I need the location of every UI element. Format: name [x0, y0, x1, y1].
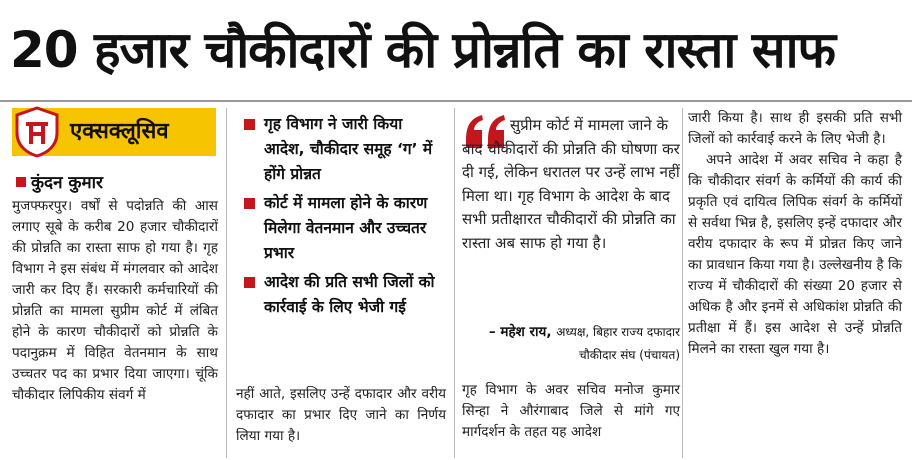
bullet-text: गृह विभाग ने जारी किया आदेश, चौकीदार समूह ‘ग’ में होंगे प्रोन्नत [264, 115, 433, 183]
column-divider [454, 108, 455, 458]
quote-attribution [462, 322, 680, 342]
bullet-item [236, 270, 448, 320]
red-square-icon [244, 198, 255, 209]
article-column-4 [688, 108, 902, 458]
author-name: कुंदन कुमार [31, 173, 104, 193]
bullet-text: कोर्ट में मामला होने के कारण मिलेगा वेतनमान और उच्चतर प्रभार [264, 194, 428, 262]
red-square-icon [16, 177, 26, 187]
red-square-icon [244, 277, 255, 288]
paragraph: जारी किया है। साथ ही इसकी प्रति सभी जिलों को कार्रवाई करने के लिए भेजी है। [688, 110, 902, 147]
column-divider [226, 108, 227, 458]
pull-quote: सुप्रीम कोर्ट में मामला जाने के बाद चौकीदारों की प्रोन्नति की घोषणा कर दी गई, लेकिन धरातल पर उन्हें लाभ नहीं मिला था। गृह विभाग के आदेश के बाद सभी प्रतीक्षारत चौकीदारों की प्रोन्नति का रास्ता अब साफ हो गया है। [462, 116, 680, 252]
bullet-item [236, 191, 448, 266]
bullet-text: आदेश की प्रति सभी जिलों को कार्रवाई के लिए भेजी गई [264, 273, 435, 316]
column-divider [682, 108, 683, 458]
exclusive-label: एक्सक्लूसिव [70, 119, 169, 144]
quote-org: चौकीदार संघ (पंचायत) [579, 348, 680, 362]
headline: 20 हजार चौकीदारों की प्रोन्नति का रास्ता साफ [10, 21, 836, 79]
article-column-2: नहीं आते, इसलिए उन्हें दफादार और वरीय दफादार का प्रभार दिए जाने का निर्णय लिया गया है। [236, 386, 446, 444]
article-column-1: मुजफ्फरपुर। वर्षों से पदोन्नति की आस लगाए सूबे के करीब 20 हजार चौकीदारों की प्रोन्नति का रास्ता साफ हो गया है। गृह विभाग ने इस संबंध में मंगलवार को आदेश जारी कर दिए हैं। सरकारी कर्मचारियों की प्रोन्नति का मामला सुप्रीम कोर्ट में लंबित होने के कारण चौकीदारों को प्रोन्नति के पदानुक्रम में विहित वेतनमान के साथ उच्चतर पद का प्रभार दिया जाएगा। चूंकि चौकीदार लिपिकीय संवर्ग में [12, 198, 218, 403]
bullet-item [236, 112, 448, 187]
quote-name: – महेश राय, [488, 324, 552, 340]
red-square-icon [244, 119, 255, 130]
article-column-3: गृह विभाग के अवर सचिव मनोज कुमार सिन्हा ने औरंगाबाद जिले से मांगे गए मार्गदर्शन के तहत यह आदेश [462, 382, 680, 440]
byline [16, 170, 103, 193]
quote-role: अध्यक्ष, बिहार राज्य दफादार [556, 325, 680, 339]
headline-rule [0, 100, 912, 102]
paragraph: अपने आदेश में अवर सचिव ने कहा है कि चौकीदार संवर्ग के कर्मियों की कार्य की प्रकृति एवं दायित्व लिपिक संवर्ग के कर्मियों से सर्वथा भिन्न है, इसलिए इन्हें दफादार और वरीय दफादार के रूप में प्रोन्नत किए जाने का प्रावधान किया गया है। उल्लेखनीय है कि राज्य में चौकीदारों की संख्या 20 हजार से अधिक है और इनमें से अधिकांश प्रोन्नति की प्रतीक्षा में हैं। इस आदेश से उन्हें प्रोन्नति मिलने का रास्ता खुल गया है। [688, 152, 902, 357]
hindustan-shield-logo-icon [14, 106, 60, 158]
highlight-bullets [236, 112, 448, 324]
